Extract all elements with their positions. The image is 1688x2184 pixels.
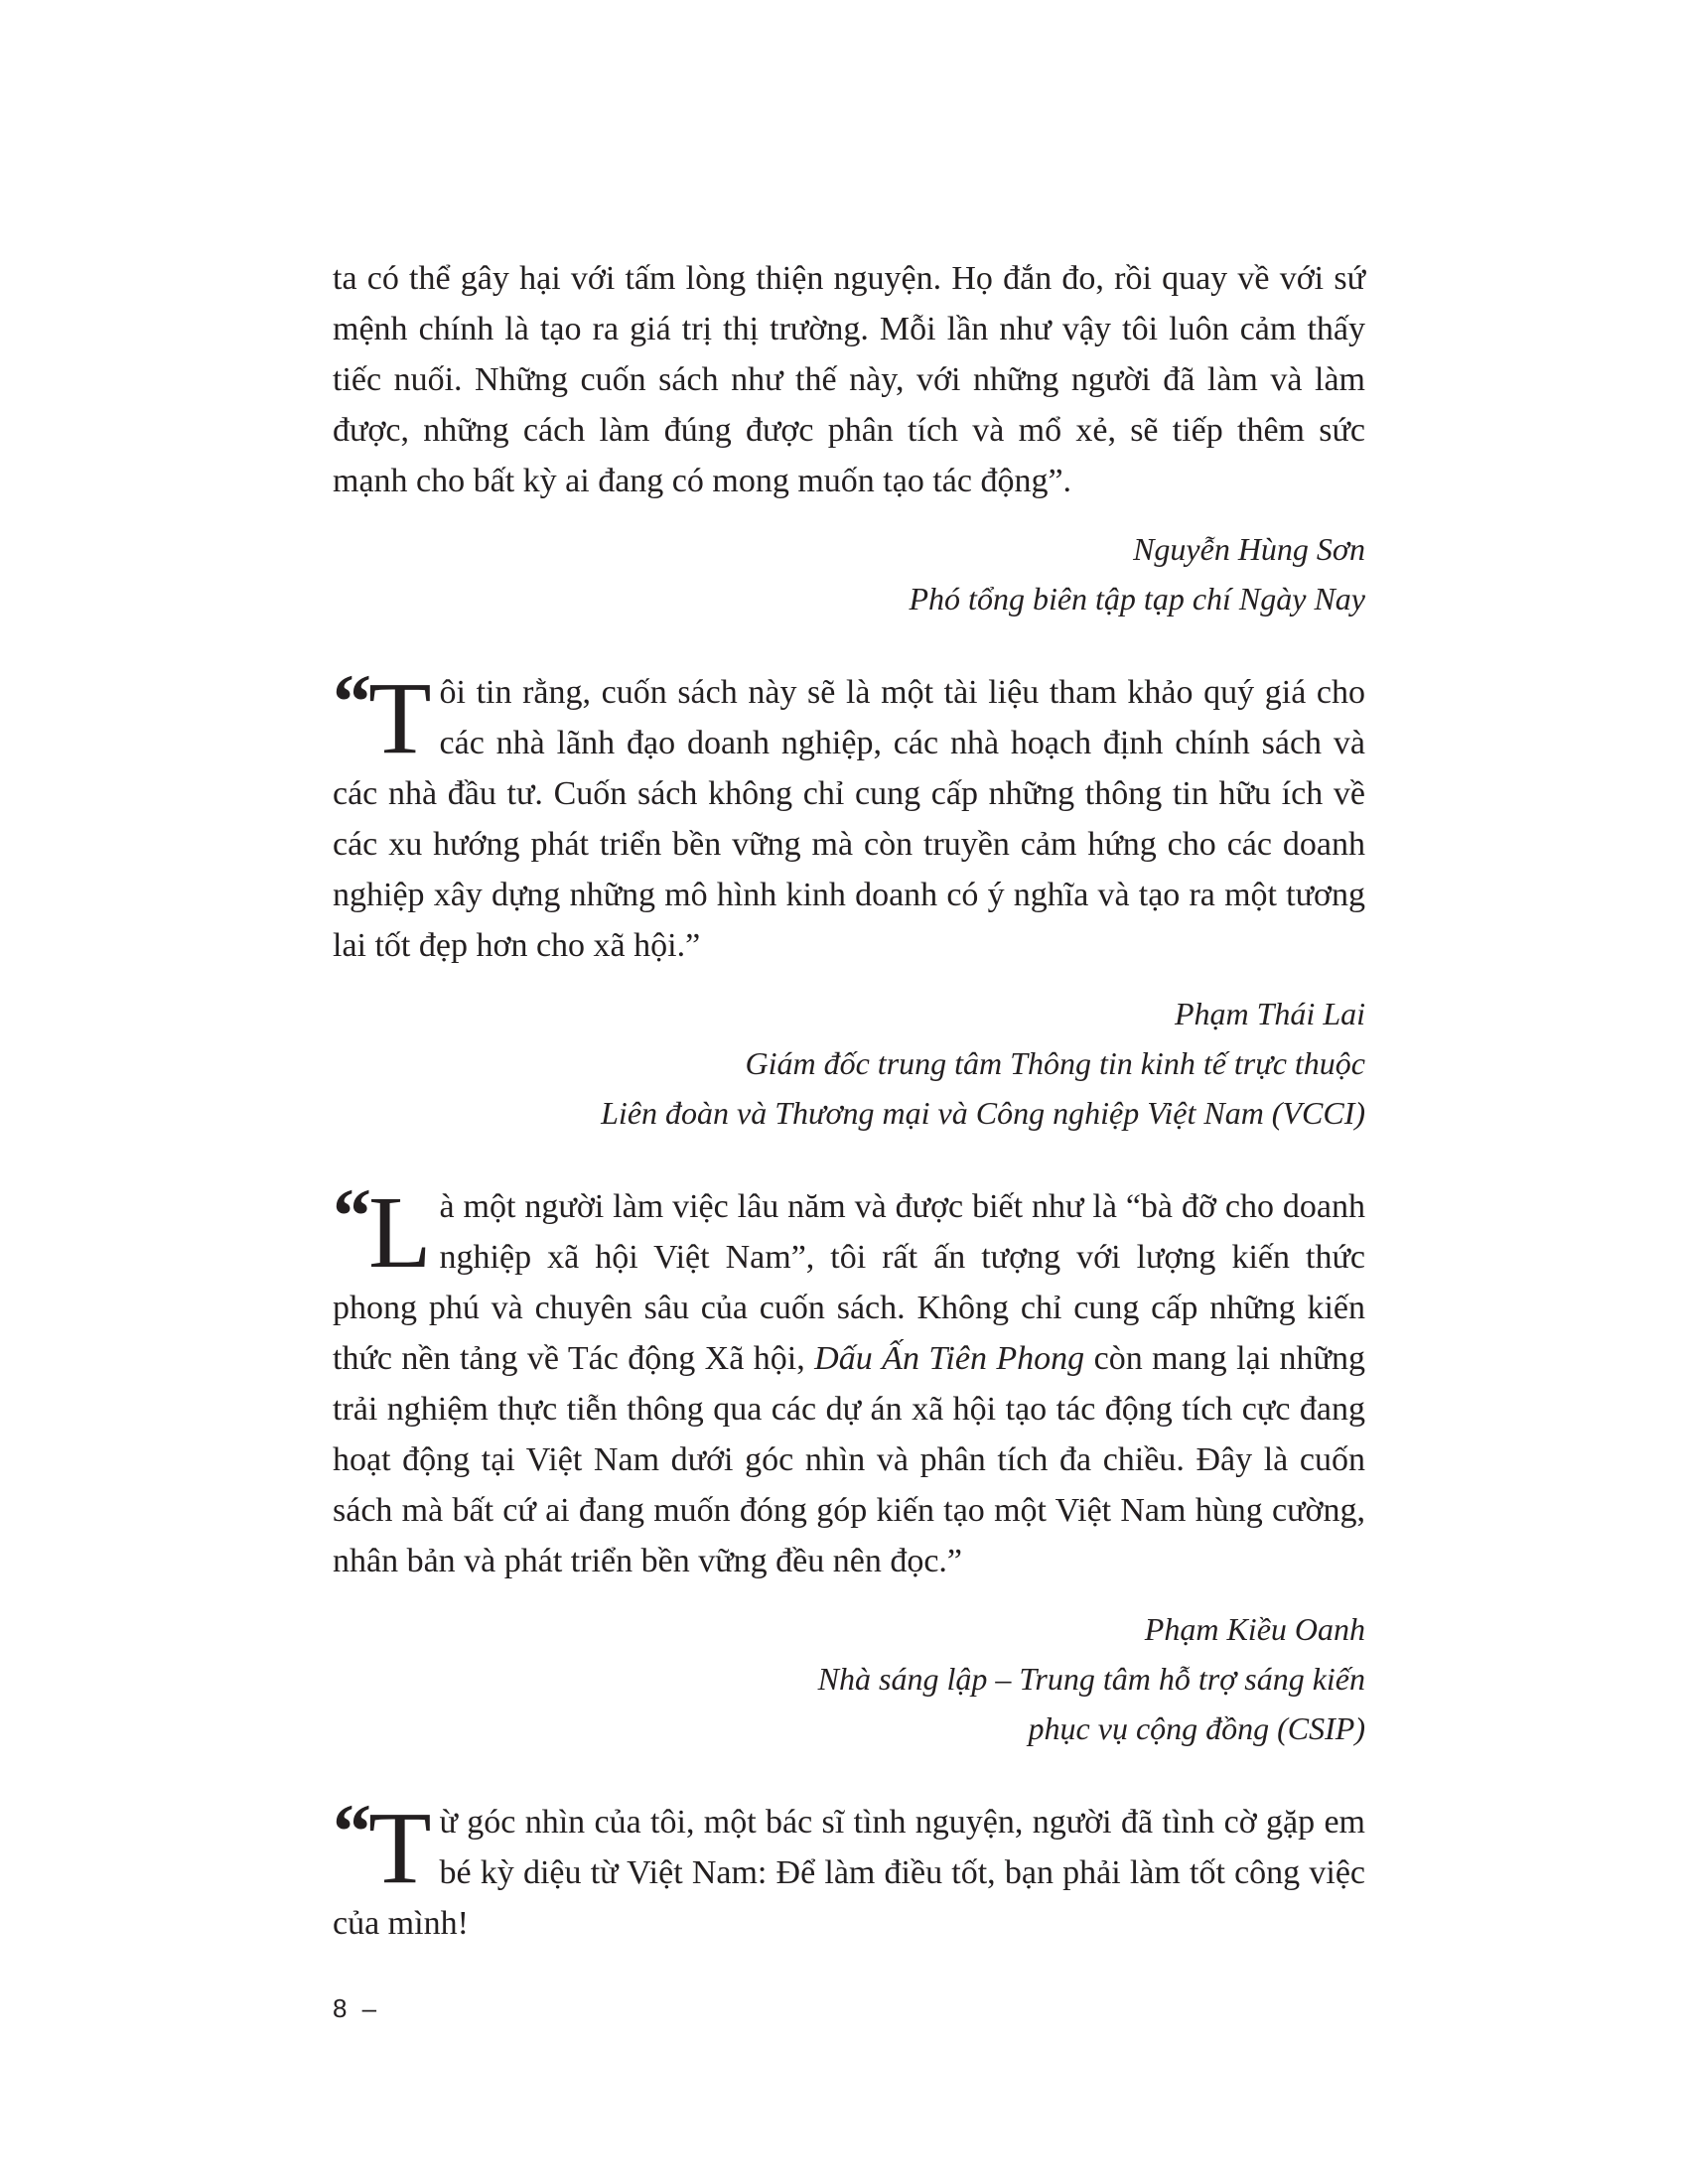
- intro-role: Phó tổng biên tập tạp chí Ngày Nay: [909, 581, 1365, 616]
- intro-author: Nguyễn Hùng Sơn: [1133, 531, 1365, 567]
- quote-attribution: [333, 989, 1365, 1138]
- book-title: Dấu Ấn Tiên Phong: [814, 1340, 1085, 1377]
- intro-paragraph: ta có thể gây hại với tấm lòng thiện nguyện. Họ đắn đo, rồi quay về với sứ mệnh chính là tạo ra giá trị thị trường. Mỗi lần như vậy tôi luôn cảm thấy tiếc nuối. Những cuốn sách như thế này, với những người đã làm và làm được, những cách làm đúng được phân tích và mổ xẻ, sẽ tiếp thêm sức mạnh cho bất kỳ ai đang có mong muốn tạo tác động”.: [333, 260, 1365, 499]
- quote-author: Phạm Kiều Oanh: [1144, 1611, 1365, 1647]
- intro-attribution: [333, 524, 1365, 623]
- page-body: [333, 253, 1365, 1949]
- drop-cap: L: [368, 1175, 432, 1290]
- quote-text: còn mang lại những trải nghiệm thực tiễn thông qua các dự án xã hội tạo tác động tích cực đang hoạt động tại Việt Nam dưới góc nhìn và phân tích đa chiều. Đây là cuốn sách mà bất cứ ai đang muốn đóng góp kiến tạo một Việt Nam hùng cường, nhân bản và phát triển bền vững đều nên đọc.”: [333, 1340, 1365, 1579]
- quote-block-1: [333, 658, 1365, 1138]
- drop-cap: T: [368, 1791, 432, 1905]
- quote-role-line: Nhà sáng lập – Trung tâm hỗ trợ sáng kiến: [817, 1661, 1365, 1697]
- quote-text: à một người làm việc lâu năm và được biết như là “bà đỡ cho doanh nghiệp xã hội Việt Nam”, tôi rất ấn tượng với lượng kiến thức phong phú và chuyên sâu của cuốn sách. Không chỉ cung cấp những kiến thức nền tảng về Tác động Xã hội,: [333, 1188, 1365, 1377]
- drop-cap: T: [368, 661, 432, 775]
- quote-role-line: Liên đoàn và Thương mại và Công nghiệp Việt Nam (VCCI): [601, 1095, 1365, 1131]
- quote-block-3: [333, 1788, 1365, 1949]
- quote-attribution: [333, 1604, 1365, 1753]
- quote-mark: “: [333, 1172, 365, 1259]
- quote-mark: “: [333, 1788, 365, 1874]
- quote-role-line: Giám đốc trung tâm Thông tin kinh tế trực thuộc: [745, 1045, 1365, 1081]
- quote-text: ừ góc nhìn của tôi, một bác sĩ tình nguyện, người đã tình cờ gặp em bé kỳ diệu từ Việt Nam: Để làm điều tốt, bạn phải làm tốt công việc của mình!: [333, 1804, 1365, 1942]
- quote-author: Phạm Thái Lai: [1174, 996, 1365, 1031]
- quote-text: ôi tin rằng, cuốn sách này sẽ là một tài liệu tham khảo quý giá cho các nhà lãnh đạo doanh nghiệp, các nhà hoạch định chính sách và các nhà đầu tư. Cuốn sách không chỉ cung cấp những thông tin hữu ích về các xu hướng phát triển bền vững mà còn truyền cảm hứng cho các doanh nghiệp xây dựng những mô hình kinh doanh có ý nghĩa và tạo ra một tương lai tốt đẹp hơn cho xã hội.”: [333, 674, 1365, 964]
- page-number: 8 –: [333, 1993, 381, 2023]
- quote-role-line: phục vụ cộng đồng (CSIP): [1028, 1710, 1365, 1746]
- quote-block-2: [333, 1172, 1365, 1753]
- quote-mark: “: [333, 658, 365, 745]
